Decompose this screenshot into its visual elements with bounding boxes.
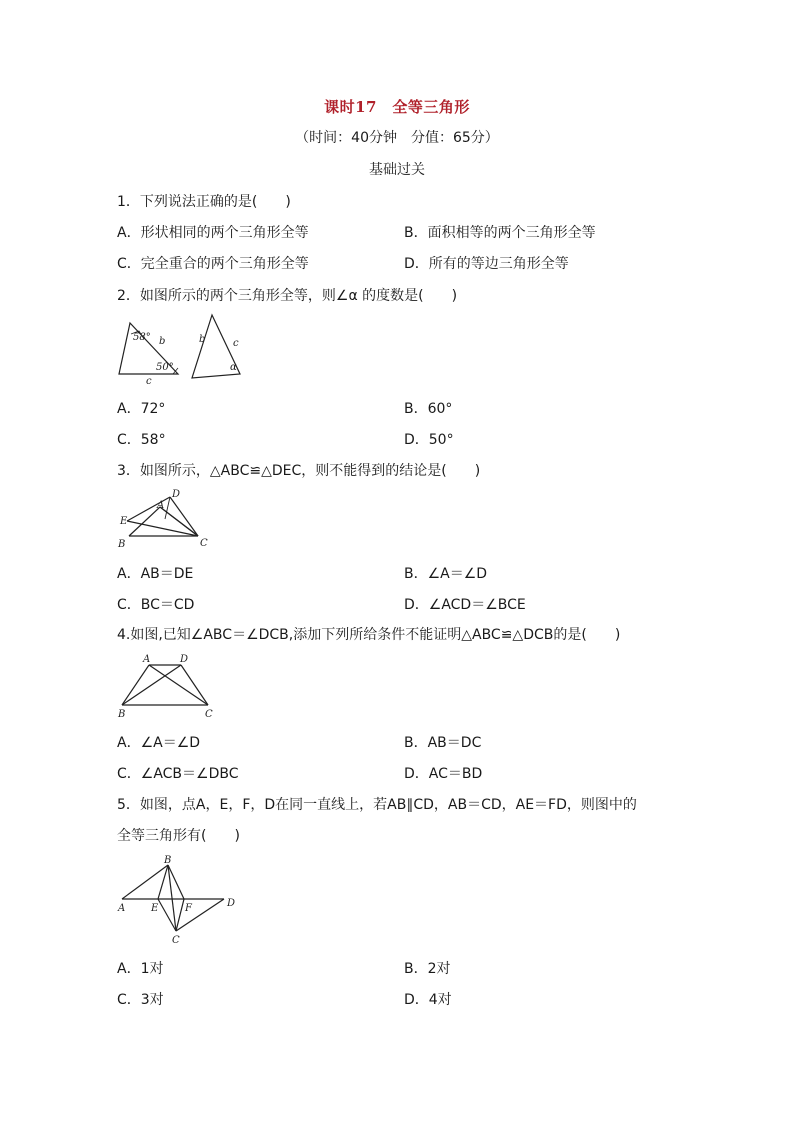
q2-option-c: C．58° [117,432,166,448]
q2-option-b: B．60° [404,401,453,417]
q2-option-d: D．50° [404,432,454,448]
q5-label-e: E [151,903,159,914]
question-2-stem: 2．如图所示的两个三角形全等，则∠α 的度数是( ) [117,288,458,304]
q4-label-c: C [205,709,213,720]
q2-label-c1: c [146,376,152,387]
q3-triangles-figure [112,485,222,553]
q4-option-c: C．∠ACB＝∠DBC [117,766,239,782]
q3-option-a: A．AB＝DE [117,566,194,582]
q2-label-b2: b [199,334,206,345]
q2-label-58: 58° [133,332,151,343]
q1-option-b: B．面积相等的两个三角形全等 [404,225,596,241]
q4-trapezoid-figure [112,651,222,721]
q3-option-d: D．∠ACD＝∠BCE [404,597,526,613]
q1-option-c: C．完全重合的两个三角形全等 [117,256,309,272]
q3-label-d: D [172,489,181,500]
q5-option-d: D．4对 [404,992,452,1008]
q3-label-e: E [120,516,128,527]
q5-option-c: C．3对 [117,992,164,1008]
q5-option-b: B．2对 [404,961,451,977]
q5-label-a: A [118,903,126,914]
q1-option-d: D．所有的等边三角形全等 [404,256,569,272]
q1-option-a: A．形状相同的两个三角形全等 [117,225,309,241]
q5-label-d: D [227,898,236,909]
q4-label-a: A [143,654,151,665]
question-5-stem-line2: 全等三角形有( ) [117,828,240,844]
q2-label-b1: b [159,336,166,347]
q2-option-a: A．72° [117,401,166,417]
q3-label-b: B [118,539,126,550]
q4-option-d: D．AC＝BD [404,766,483,782]
q3-option-c: C．BC＝CD [117,597,195,613]
q2-triangles-figure [112,312,252,390]
q2-label-alpha: α [230,362,237,373]
q5-label-c: C [172,935,180,946]
page-title: 课时17 全等三角形 [324,98,470,116]
q4-label-b: B [118,709,126,720]
section-heading: 基础过关 [369,162,425,178]
q4-option-b: B．AB＝DC [404,735,482,751]
q3-label-a: A [157,500,165,511]
q5-option-a: A．1对 [117,961,164,977]
q4-option-a: A．∠A＝∠D [117,735,201,751]
q2-label-50: 50° [156,362,174,373]
question-5-stem-line1: 5．如图，点A，E，F，D在同一直线上，若AB∥CD，AB＝CD，AE＝FD，则图中的 [117,797,637,813]
q5-parallel-figure [112,851,244,949]
q3-option-b: B．∠A＝∠D [404,566,488,582]
question-3-stem: 3．如图所示，△ABC≌△DEC，则不能得到的结论是( ) [117,463,481,479]
q5-label-b: B [164,855,172,866]
question-1-stem: 1．下列说法正确的是( ) [117,194,291,210]
question-4-stem: 4.如图,已知∠ABC＝∠DCB,添加下列所给条件不能证明△ABC≌△DCB的是( ) [117,627,621,643]
q4-label-d: D [180,654,189,665]
q5-label-f: F [185,903,192,914]
q3-label-c: C [200,538,208,549]
q2-label-c2: c [233,338,239,349]
time-score-info: （时间：40分钟 分值：65分） [295,130,499,146]
